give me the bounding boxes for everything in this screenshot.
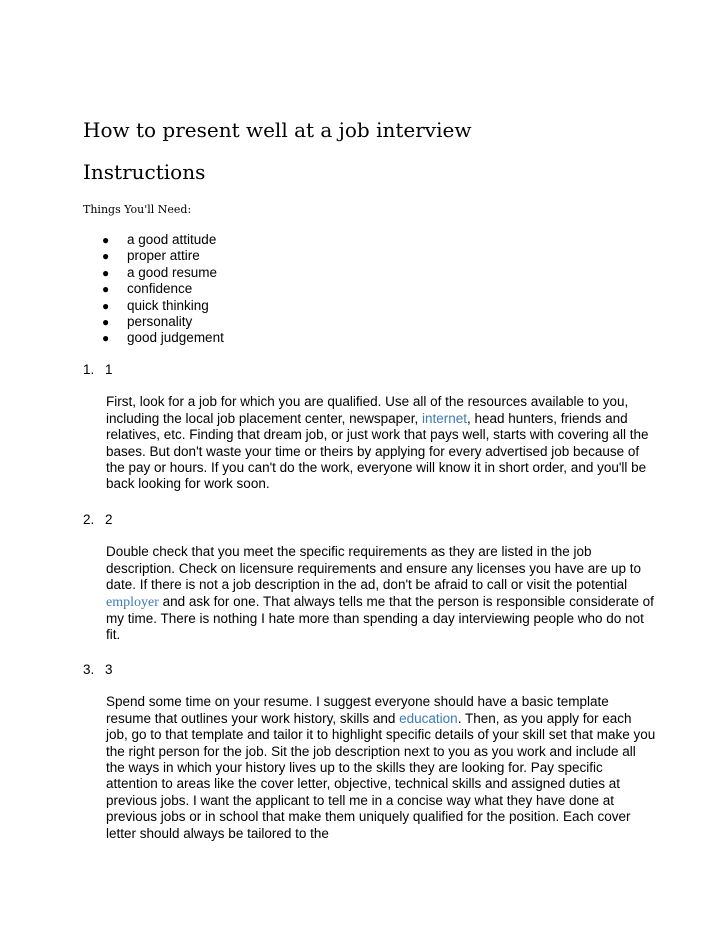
bullet-icon: ● — [102, 298, 110, 313]
document-title: How to present well at a job interview — [83, 118, 472, 142]
bullet-icon: ● — [102, 249, 110, 264]
step-2 — [83, 512, 653, 644]
step-1 — [83, 362, 653, 493]
bullet-icon: ● — [102, 233, 110, 247]
step-number: 2. — [83, 512, 95, 527]
list-item: ● personality — [102, 314, 193, 330]
bullet-icon: ● — [102, 331, 110, 346]
education-link[interactable]: education — [399, 710, 458, 726]
step-label: 1 — [105, 362, 113, 377]
bullet-icon: ● — [102, 265, 110, 280]
employer-link[interactable]: employer — [106, 594, 159, 610]
bullet-icon: ● — [102, 282, 110, 297]
bullet-icon: ● — [102, 315, 110, 330]
step-number: 1. — [83, 362, 95, 377]
things-needed-list — [83, 232, 224, 347]
step-text: Double check that you meet the specific requirements as they are listed in the job description. Check on licensure requirements and ensure any licenses you have are up to date. If there is not a job description in the ad, don't be afraid to call or visit the potential employer and ask for one. That always tells me that the person is responsible considerate of my time. There is nothing I hate more than spending a day interviewing people who do not fit. — [106, 544, 654, 643]
step-label: 3 — [105, 662, 113, 677]
step-text: First, look for a job for which you are qualified. Use all of the resources available to you, including the local job placement center, newspaper, internet, head hunters, friends and relatives, etc. Finding that dream job, or just work that pays well, starts with covering all the bases. But don't waste your time or theirs by applying for every advertised job because of the pay or hours. If you can't do the work, everyone will know it in short order, and you'll be back looking for work soon. — [106, 394, 649, 492]
step-number: 3. — [83, 662, 95, 677]
things-needed-label: Things You'll Need: — [83, 203, 192, 216]
step-3 — [83, 662, 656, 842]
internet-link[interactable]: internet — [421, 410, 467, 426]
instructions-heading: Instructions — [83, 160, 206, 184]
list-item: ● confidence — [102, 281, 193, 297]
step-text: Spend some time on your resume. I suggest everyone should have a basic template resume that outlines your work history, skills and education. Then, as you apply for each job, go to that template and tailor it to highlight specific details of your skill set that make you the right person for the job. Sit the job description next to you as you work and include all the ways in which your history lives up to the skills they are looking for. Pay specific attention to areas like the cover letter, objective, technical skills and assigned duties at previous jobs. I want the applicant to tell me in a concise way what they have done at previous jobs or in school that make them uniquely qualified for the position. Each cover letter should always be tailored to the — [106, 694, 656, 841]
list-item: ● a good attitude — [102, 232, 217, 247]
list-item: ● quick thinking — [102, 297, 209, 313]
list-item: ● a good resume — [102, 264, 218, 280]
step-label: 2 — [105, 512, 113, 527]
list-item: ● good judgement — [102, 330, 224, 346]
list-item: ● proper attire — [102, 248, 200, 264]
